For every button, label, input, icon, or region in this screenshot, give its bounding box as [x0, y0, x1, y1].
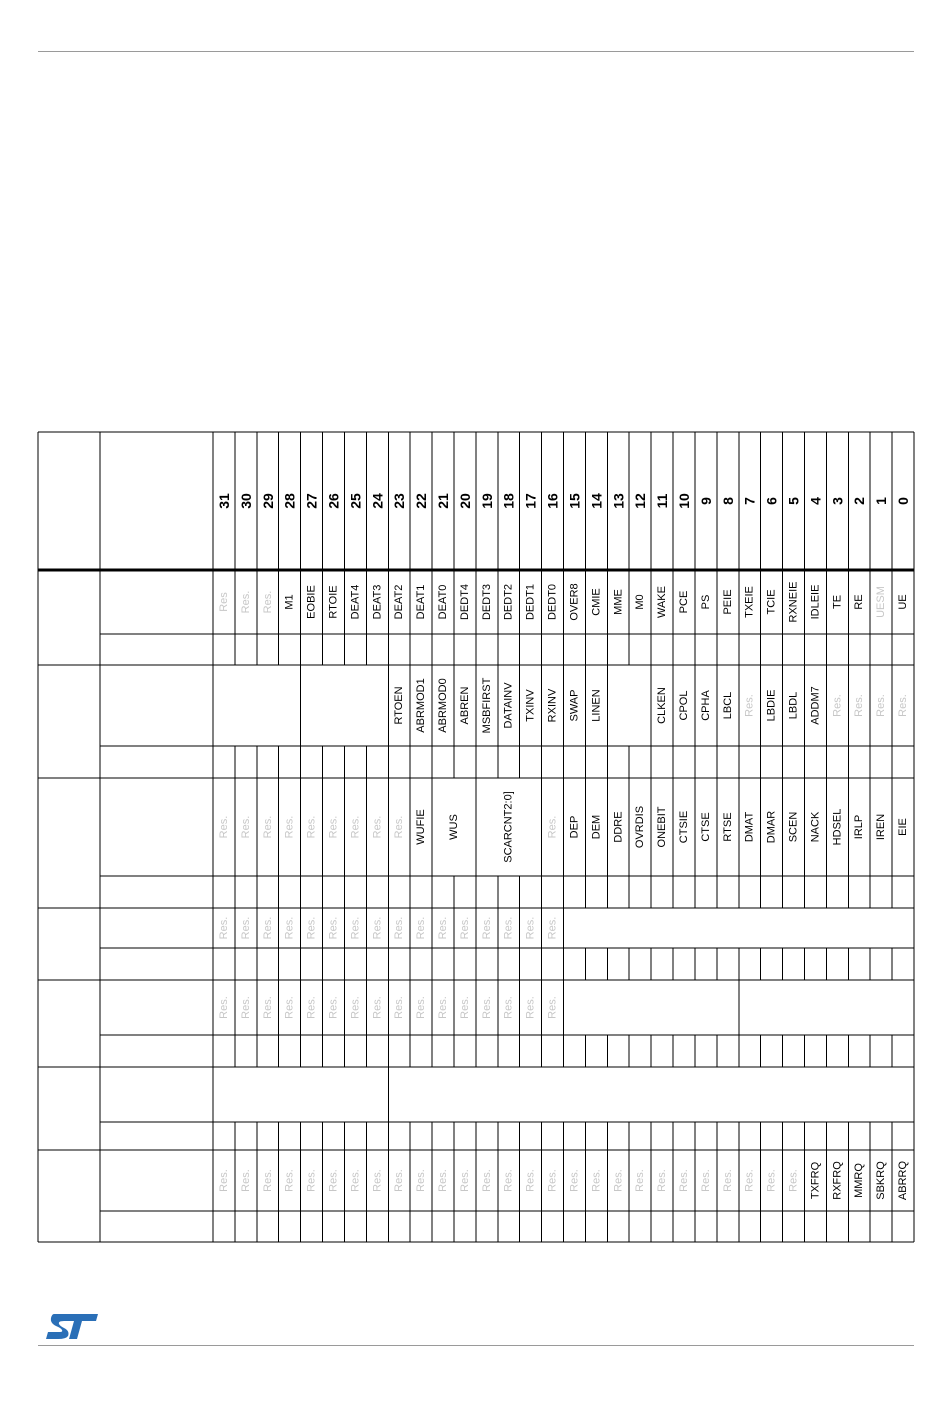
cr1-field-tcie: TCIE: [765, 589, 778, 615]
rqr-field-reserved: Res.: [612, 1169, 625, 1192]
cr1-field-deat3: DEAT3: [371, 584, 384, 620]
cr2-field-cpha: CPHA: [699, 690, 712, 721]
bit-number-27: 27: [303, 493, 320, 509]
cr1-field-rtoie: RTOIE: [327, 585, 340, 619]
bit-number-22: 22: [413, 493, 430, 509]
bit-number-2: 2: [851, 497, 868, 505]
bit-number-29: 29: [259, 493, 276, 509]
cr3-field-ddre: DDRE: [612, 811, 625, 843]
bit-number-26: 26: [325, 493, 342, 509]
gtpr-field-reserved: Res.: [458, 996, 471, 1019]
cr2-field-lbdie: LBDIE: [765, 689, 778, 722]
cr1-field-m0: M0: [634, 594, 647, 610]
cr3-field-reserved: Res.: [546, 815, 559, 839]
bit-number-7: 7: [741, 497, 758, 505]
cr2-field-rxinv: RXINV: [546, 688, 559, 723]
cr3-field-ctse: CTSE: [699, 812, 712, 842]
cr1-field-idleie: IDLEIE: [809, 584, 822, 620]
bit-number-18: 18: [500, 493, 517, 509]
cr1-field-deat0: DEAT0: [437, 584, 450, 620]
brr-field-reserved: Res.: [546, 916, 559, 940]
rqr-field-reserved: Res.: [261, 1169, 274, 1192]
bit-number-14: 14: [588, 493, 605, 509]
cr1-field-reserved: UESM: [875, 586, 888, 618]
bit-number-6: 6: [763, 497, 780, 505]
bit-number-4: 4: [807, 497, 824, 505]
cr3-field-dmat: DMAT: [743, 811, 756, 843]
rqr-field-reserved: Res.: [787, 1169, 800, 1192]
bit-number-20: 20: [456, 493, 473, 509]
cr2-field-reserved: Res.: [743, 694, 756, 717]
cr3-field-ovrdis: OVRDIS: [634, 805, 647, 849]
rqr-field-reserved: Res.: [699, 1169, 712, 1192]
gtpr-field-reserved: Res.: [546, 996, 559, 1019]
cr1-field-dedt3: DEDT3: [480, 583, 493, 621]
gtpr-field-reserved: Res.: [283, 996, 296, 1019]
cr3-field-reserved: Res.: [283, 815, 296, 839]
cr1-field-rxneie: RXNEIE: [787, 581, 800, 623]
cr3-field-onebit: ONEBIT: [656, 806, 669, 848]
bit-number-8: 8: [719, 497, 736, 505]
cr3-field-scarcnt2-0-: SCARCNT2:0]: [502, 791, 515, 863]
bit-number-9: 9: [697, 497, 714, 505]
bit-number-15: 15: [566, 493, 583, 509]
cr3-field-hdsel: HDSEL: [831, 808, 844, 846]
cr1-field-wake: WAKE: [656, 586, 669, 618]
cr3-field-wufie: WUFIE: [415, 809, 428, 845]
cr1-field-dedt2: DEDT2: [502, 583, 515, 621]
brr-field-reserved: Res.: [283, 916, 296, 940]
brr-field-reserved: Res.: [437, 916, 450, 940]
cr1-field-dedt1: DEDT1: [524, 583, 537, 621]
brr-field-reserved: Res.: [524, 916, 537, 940]
cr1-field-m1: M1: [283, 594, 296, 610]
rqr-field-reserved: Res.: [305, 1169, 318, 1192]
bit-number-16: 16: [544, 493, 561, 509]
bit-number-23: 23: [391, 493, 408, 509]
rqr-field-reserved: Res.: [239, 1169, 252, 1192]
gtpr-field-reserved: Res.: [480, 996, 493, 1019]
bit-number-0: 0: [895, 497, 912, 505]
cr1-field-dedt0: DEDT0: [546, 583, 559, 621]
cr3-field-reserved: Res.: [239, 815, 252, 839]
cr1-field-peie: PEIE: [721, 589, 734, 615]
gtpr-field-reserved: Res.: [349, 996, 362, 1019]
brr-field-reserved: Res.: [371, 916, 384, 940]
brr-field-reserved: Res.: [480, 916, 493, 940]
brr-field-reserved: Res.: [393, 916, 406, 940]
cr2-field-linen: LINEN: [590, 689, 603, 722]
cr1-field-dedt4: DEDT4: [458, 583, 471, 621]
bit-number-24: 24: [369, 493, 386, 509]
bit-number-19: 19: [478, 493, 495, 509]
bit-number-13: 13: [610, 493, 627, 509]
bit-number-10: 10: [675, 493, 692, 509]
cr3-field-nack: NACK: [809, 811, 822, 843]
cr3-field-reserved: Res.: [393, 815, 406, 839]
cr1-field-txeie: TXEIE: [743, 586, 756, 618]
cr2-field-reserved: Res.: [853, 694, 866, 717]
bit-number-1: 1: [873, 497, 890, 505]
cr3-field-reserved: Res.: [349, 815, 362, 839]
gtpr-field-reserved: Res.: [437, 996, 450, 1019]
gtpr-field-reserved: Res.: [502, 996, 515, 1019]
brr-field-reserved: Res.: [239, 916, 252, 940]
cr2-field-lbdl: LBDL: [787, 691, 800, 720]
cr2-field-rtoen: RTOEN: [393, 686, 406, 725]
cr2-field-addm7: ADDM7: [809, 686, 822, 725]
cr1-field-over8: OVER8: [568, 583, 581, 621]
gtpr-field-reserved: Res.: [239, 996, 252, 1019]
rqr-field-reserved: Res.: [721, 1169, 734, 1192]
cr3-field-dem: DEM: [590, 814, 603, 840]
gtpr-field-reserved: Res.: [524, 996, 537, 1019]
cr2-field-cpol: CPOL: [677, 690, 690, 721]
rqr-field-reserved: Res.: [480, 1169, 493, 1192]
cr3-field-irlp: IRLP: [853, 814, 866, 840]
brr-field-reserved: Res.: [261, 916, 274, 940]
rqr-field-reserved: Res.: [371, 1169, 384, 1192]
cr1-field-deat4: DEAT4: [349, 584, 362, 620]
brr-field-reserved: Res.: [305, 916, 318, 940]
bit-number-12: 12: [632, 493, 649, 509]
cr3-field-reserved: Res.: [305, 815, 318, 839]
st-logo-icon: [44, 1312, 100, 1340]
brr-field-reserved: Res.: [415, 916, 428, 940]
rqr-field-reserved: Res.: [415, 1169, 428, 1192]
rqr-field-reserved: Res.: [349, 1169, 362, 1192]
brr-field-reserved: Res.: [217, 916, 230, 940]
bit-number-25: 25: [347, 493, 364, 509]
rqr-field-reserved: Res.: [283, 1169, 296, 1192]
rqr-field-reserved: Res.: [524, 1169, 537, 1192]
rqr-field-reserved: Res.: [590, 1169, 603, 1192]
bit-number-11: 11: [654, 493, 671, 509]
gtpr-field-reserved: Res.: [415, 996, 428, 1019]
rqr-field-rxfrq: RXFRQ: [831, 1161, 844, 1200]
rqr-field-reserved: Res.: [743, 1169, 756, 1192]
rqr-field-reserved: Res.: [393, 1169, 406, 1192]
rqr-field-reserved: Res.: [656, 1169, 669, 1192]
cr1-field-reserved: Res.: [239, 590, 252, 614]
cr3-field-reserved: Res.: [261, 815, 274, 839]
cr2-field-abrmod0: ABRMOD0: [437, 678, 450, 733]
bit-number-17: 17: [522, 493, 539, 509]
cr2-field-txinv: TXINV: [524, 689, 537, 722]
bit-number-3: 3: [829, 497, 846, 505]
cr2-field-reserved: Res.: [875, 694, 888, 717]
cr3-field-reserved: Res.: [371, 815, 384, 839]
footer-rule: [38, 1345, 914, 1346]
cr2-field-swap: SWAP: [568, 689, 581, 722]
cr2-field-clken: CLKEN: [656, 687, 669, 724]
cr3-field-dep: DEP: [568, 815, 581, 839]
cr1-field-deat1: DEAT1: [415, 584, 428, 620]
cr3-field-reserved: Res.: [217, 815, 230, 839]
rqr-field-reserved: Res.: [217, 1169, 230, 1192]
bit-number-30: 30: [237, 493, 254, 509]
bit-number-31: 31: [215, 493, 232, 509]
brr-field-reserved: Res.: [327, 916, 340, 940]
rqr-field-txfrq: TXFRQ: [809, 1161, 822, 1200]
rqr-field-reserved: Res.: [634, 1169, 647, 1192]
cr1-field-mme: MME: [612, 589, 625, 615]
cr3-field-ctsie: CTSIE: [677, 810, 690, 844]
cr2-field-datainv: DATAINV: [502, 682, 515, 729]
rqr-field-reserved: Res.: [677, 1169, 690, 1192]
rqr-field-reserved: Res.: [437, 1169, 450, 1192]
cr3-field-reserved: Res.: [327, 815, 340, 839]
gtpr-field-reserved: Res.: [217, 996, 230, 1019]
cr3-field-iren: IREN: [875, 813, 888, 841]
rqr-field-sbkrq: SBKRQ: [875, 1161, 888, 1200]
cr2-field-reserved: Res.: [897, 694, 910, 717]
cr1-field-re: RE: [853, 594, 866, 610]
rqr-field-reserved: Res.: [546, 1169, 559, 1192]
cr3-field-scen: SCEN: [787, 811, 800, 843]
gtpr-field-reserved: Res.: [327, 996, 340, 1019]
brr-field-reserved: Res.: [349, 916, 362, 940]
rqr-field-reserved: Res.: [568, 1169, 581, 1192]
cr2-field-abren: ABREN: [458, 686, 471, 725]
cr1-field-cmie: CMIE: [590, 588, 603, 616]
gtpr-field-reserved: Res.: [393, 996, 406, 1019]
rqr-field-reserved: Res.: [502, 1169, 515, 1192]
cr1-field-deat2: DEAT2: [393, 584, 406, 620]
cr2-field-abrmod1: ABRMOD1: [415, 678, 428, 733]
cr3-field-dmar: DMAR: [765, 810, 778, 844]
rqr-field-reserved: Res.: [765, 1169, 778, 1192]
rqr-field-mmrq: MMRQ: [853, 1163, 866, 1198]
cr2-field-msbfirst: MSBFIRST: [480, 677, 493, 734]
cr1-field-ps: PS: [699, 594, 712, 610]
cr1-field-ue: UE: [897, 594, 910, 610]
cr1-field-eobie: EOBIE: [305, 585, 318, 619]
gtpr-field-reserved: Res.: [261, 996, 274, 1019]
cr1-field-pce: PCE: [677, 590, 690, 614]
cr1-field-reserved: Res.: [261, 590, 274, 614]
bit-number-5: 5: [785, 497, 802, 505]
bit-number-28: 28: [281, 493, 298, 509]
rqr-field-reserved: Res.: [327, 1169, 340, 1192]
cr2-field-lbcl: LBCL: [721, 691, 734, 720]
cr1-field-reserved: Res: [217, 592, 230, 612]
rqr-field-reserved: Res.: [458, 1169, 471, 1192]
cr3-field-eie: EIE: [897, 818, 910, 836]
cr3-field-rtse: RTSE: [721, 812, 734, 842]
brr-field-reserved: Res.: [458, 916, 471, 940]
gtpr-field-reserved: Res.: [305, 996, 318, 1019]
rqr-field-abrrq: ABRRQ: [897, 1160, 910, 1201]
cr1-field-te: TE: [831, 594, 844, 610]
gtpr-field-reserved: Res.: [371, 996, 384, 1019]
cr3-field-wus: WUS: [447, 814, 460, 840]
bit-number-21: 21: [435, 493, 452, 509]
brr-field-reserved: Res.: [502, 916, 515, 940]
cr2-field-reserved: Res.: [831, 694, 844, 717]
